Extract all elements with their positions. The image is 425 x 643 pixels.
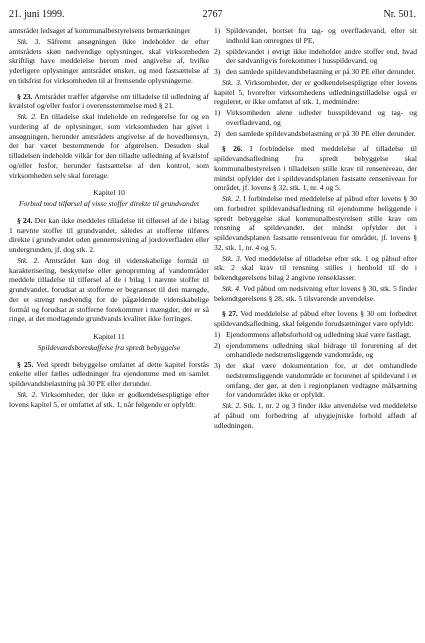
section-label: § 27. (222, 309, 238, 319)
chapter-title: Spildevandsbortskaffelse fra spredt bebyggelse (37, 342, 181, 352)
list-item (214, 361, 417, 400)
subsection-label: Stk. 3. (17, 36, 41, 46)
paragraph-text: I forbindelse med meddelelse af tilladelse til spildevandsafledning fra spredt bebyggelse skal kommunalbestyrelsen i tilladelsen stille krav til renseniveau, der mindst opfylder det i spildevandsplanen fastsatte renseniveau for området, jf. lovens § 32, stk. 1, nr. 4 og 5. (214, 144, 417, 193)
list-item (214, 129, 417, 139)
list-number: 1) (214, 26, 221, 35)
subsection-label: Stk. 3. (222, 77, 242, 87)
list-number: 2) (214, 128, 221, 138)
paragraph-text: Ved meddelelse af påbud efter lovens § 30 om forbedret spildevandsafledning, skal følgende forudsætninger være opfyldt: (214, 309, 417, 328)
list-number: 3) (214, 67, 221, 76)
list-text: der skal være dokumentation for, at det omhandlede nedstrømsliggende vandområde er forurenet af spildevand i et omfang, der gør, at den i regionplanen vedtagne målsætning for vandområdet ikke er opfyldt. (226, 361, 417, 400)
chapter-title: Forbud mod tilførsel af visse stoffer direkte til grundvandet (18, 199, 200, 208)
subsection-label: Stk. 4. (222, 283, 241, 293)
chapter-heading: Kapitel 11 (93, 332, 125, 341)
paragraph-text: Stk. 1, nr. 2 og 3 finder ikke anvendelse ved meddelelse af påbud om forbedring af uhygiejniske forhold affødt af udledningen. (214, 401, 417, 430)
list-item (214, 47, 417, 67)
left-column (9, 26, 209, 410)
paragraph: amtsrådet ledsaget af kommunalbestyrelsens bemærkninger (9, 26, 191, 35)
header-date: 21. juni 1999. (9, 9, 65, 20)
list-text: spildevandet i øvrigt ikke indeholder andre stoffer end, hvad der sædvanligvis forekommer i husspildevand, og (226, 46, 417, 66)
subsection-label: Stk. 3. (222, 253, 242, 263)
list-text: Spildevandet, bortset fra tag- og overfladevand, efter sit indhold kan omregnes til PE, (226, 26, 417, 45)
paragraph-text: Ved meddelelse af tilladelse efter stk. 1 og påbud efter stk. 2 skal krav til rensning stilles i henhold til de i bekendtgørelsens bilag 2 angivne renseklasser. (214, 253, 417, 282)
paragraph (214, 194, 417, 253)
paragraph (214, 401, 417, 430)
paragraph-text: Virksomheder, der ikke er godkendelsespligtige efter lovens kapitel 5, er omfattet af stk. 1, når følgende er opfyldt: (9, 389, 209, 409)
paragraph (214, 78, 417, 107)
paragraph (9, 256, 209, 324)
list-text: Ejendommens afløbsforhold og udledning skal være fastlagt, (226, 329, 411, 339)
paragraph (9, 216, 209, 255)
list-number: 2) (214, 46, 221, 56)
right-column (214, 26, 417, 431)
list-text: den samlede spildevandsbelastning er på 30 PE eller derunder. (226, 128, 416, 138)
header-issue-number: Nr. 501. (383, 9, 416, 20)
subsection-label: Stk. 2. (17, 112, 38, 121)
section-label: § 25. (17, 359, 34, 369)
section-label: § 26. (222, 144, 243, 154)
list-item (214, 341, 417, 361)
list-item (214, 26, 417, 46)
list-text: ejendommens udledning skal bidrage til forurening af det omhandlede nedstrømsliggende vandområde, og (226, 340, 417, 360)
paragraph (9, 112, 209, 180)
section-label: § 24. (17, 215, 33, 225)
page-header (9, 8, 416, 22)
chapter-heading: Kapitel 10 (93, 188, 125, 198)
subsection-label: Stk. 2. (222, 401, 242, 410)
list-text: den samlede spildevandsbelastning er på 30 PE eller derunder. (226, 67, 416, 76)
paragraph (214, 309, 417, 329)
paragraph-text: Amtsrådet træffer afgørelse om tilladelse til udledning af kvælstof og/eller fosfor i overensstemmelse med § 21. (9, 91, 210, 111)
list-item (214, 108, 417, 128)
list-number: 3) (214, 361, 221, 370)
paragraph-text: Der kan ikke meddeles tilladelse til tilførsel af de i bilag 1 nævnte stoffer til grundvandet, således at stofferne tilføres direkte i grundvandet uden gennemsivning af jordoverfladen eller undergrunden, jf. dog stk. 2. (9, 215, 210, 254)
subsection-label: Stk. 2. (17, 255, 40, 265)
section-label: § 23. (17, 91, 33, 101)
paragraph (9, 390, 209, 410)
paragraph (214, 144, 417, 193)
paragraph-text: Amtsrådet kan dog til videnskabelige formål til karakterisering, beskyttelse eller genopretning af vandområder meddele tilladelse til tilførsel af de i bilag 1 nævnte stoffer til grundvandet, forudsat at stofferne er begrænset til den mængde, der er strengt nødvendig for de pågældende videnskabelige formål og forudsat at stofferne forekommer i mængder, der er så ringe, at det modtagende grundvands kvalitet ikke forringes. (9, 255, 209, 324)
paragraph (214, 254, 417, 283)
paragraph-text: Ved påbud om nedsivning efter lovens § 30, stk. 5 finder bekendtgørelsens § 28, stk. 5 tilsvarende anvendelse. (214, 283, 417, 303)
paragraph-text: Ved spredt bebyggelse omfattet af dette kapitel forstås enkelte eller fælles udledninger fra ejendomme med en samlet spildevandsbelastning på 30 PE eller derunder. (9, 359, 209, 388)
paragraph (9, 92, 209, 112)
paragraph-text: En tilladelse skal indeholde en redegørelse for og en vurdering af de oplysninger, som virksomheden har givet i ansøgningen, herunder amtsrådets angivelse af de hovedhensyn, der har været bestemmende for afgørelsen. Desuden skal tilladelsen indeholde vilkår for den tilladte udledning af kvælstof og/eller fosfor, herunder fastsættelse af den kontrol, som virksomheden selv skal foretage. (9, 112, 209, 180)
header-page-number: 2767 (202, 9, 223, 20)
paragraph-text: I forbindelse med meddelelse af påbud efter lovens § 30 om forbedret spildevandsafledning til ejendomme beliggende i spredt bebyggelse skal kommunalbestyrelsen stille krav om rensning af spildevandet, der mindst opfylder det i spildevandsplanen fastsatte renseniveau for området, jf. lovens § 32, stk. 1, nr. 4 og 5. (214, 194, 417, 252)
paragraph-text: Såfremt ansøgningen ikke indeholder de efter amtsrådets skøn nødvendige oplysninger, skal virksomheden skriftligt have meddelelse herom med angivelse af, hvilke yderligere oplysninger amtsrådet ønsker, og med fastsættelse af en tidsfrist for virksomheden til at fremsende oplysningerne. (9, 36, 209, 85)
subsection-label: Stk. 2. (17, 389, 38, 399)
list-text: Virksomheden alene udleder husspildevand og tag- og overfladevand, og (226, 108, 417, 127)
list-item (214, 67, 417, 77)
list-number: 1) (214, 108, 221, 117)
list-item (214, 330, 417, 340)
paragraph-text: Virksomheder, der er godkendelsespligtige efter lovens kapitel 5, hvorefter virksomhedens udledningstilladelse også er reguleret, er ikke omfattet af stk. 1, medmindre: (214, 77, 417, 107)
list-number: 2) (214, 340, 221, 350)
paragraph (9, 37, 209, 86)
list-number: 1) (214, 329, 221, 339)
paragraph (214, 284, 417, 304)
subsection-label: Stk. 2. (222, 194, 242, 203)
paragraph (9, 360, 209, 389)
